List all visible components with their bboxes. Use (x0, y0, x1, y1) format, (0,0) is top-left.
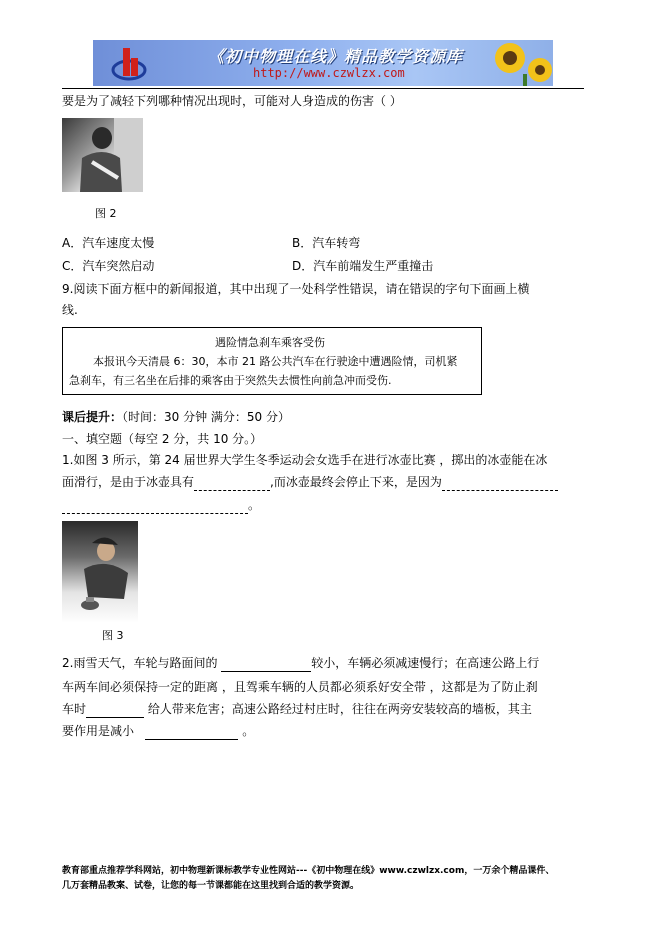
after-class-header (62, 409, 290, 425)
q2-blank-1 (221, 655, 311, 672)
section-title: 一、填空题（每空 2 分，共 10 分。） (62, 432, 263, 446)
option-c: C．汽车突然启动 (62, 259, 155, 273)
figure-3-caption: 图 3 (102, 629, 124, 642)
q2-line-1 (62, 655, 539, 672)
q1-line-2 (62, 474, 558, 491)
figure-2-photo (62, 118, 143, 192)
banner-url: http://www.czwlzx.com (253, 66, 405, 80)
header-rule (62, 88, 584, 89)
curling-player-icon (62, 521, 138, 623)
banner-title: 《初中物理在线》精品教学资源库 (208, 47, 464, 66)
q2-blank-3 (145, 723, 238, 740)
q2-line-2: 车两车间必须保持一定的距离 ，且驾乘车辆的人员都必须系好安全带 ，这都是为了防止刹 (62, 680, 538, 694)
q1-blank-2b (62, 497, 248, 514)
q2-line-4 (62, 723, 254, 740)
q2-blank-2 (86, 701, 144, 718)
figure-3-photo (62, 521, 138, 623)
sunflower-icon (488, 40, 553, 86)
q1-line-3 (62, 497, 260, 514)
news-box (62, 327, 482, 395)
option-a: A．汽车速度太慢 (62, 236, 155, 250)
q2-line-3 (62, 701, 532, 718)
footer-line-1: 教育部重点推荐学科网站，初中物理新课标教学专业性网站---《初中物理在线》www.czwlzx.com，一万余个精品课件、 (62, 866, 555, 876)
q1-blank-2a (442, 474, 558, 491)
q9-line-1: 9.阅读下面方框中的新闻报道，其中出现了一处科学性错误，请在错误的字句下面画上横 (62, 282, 530, 296)
option-d: D．汽车前端发生严重撞击 (292, 259, 434, 273)
q2-text-e: 要作用是减小 (62, 724, 135, 738)
q2-text-c: 车时 (62, 702, 87, 716)
q1-line-1: 1.如图 3 所示，第 24 届世界大学生冬季运动会女选手在进行冰壶比赛 ，掷出的冰壶能在冰 (62, 453, 548, 467)
after-class-meta: （时间：30 分钟 满分：50 分） (122, 410, 290, 424)
q1-text-a: 面滑行，是由于冰壶具有 (62, 475, 195, 489)
news-line-1: 本报讯今天清晨 6：30，本市 21 路公共汽车在行驶途中遭遇险情，司机紧 (93, 355, 458, 368)
q1-line-3-end: 。 (248, 498, 261, 512)
news-title: 遇险情急刹车乘客受伤 (215, 336, 325, 349)
car-seat-passenger-icon (62, 118, 143, 192)
q2-text-d: 给人带来危害；高速公路经过村庄时，往往在两旁安装较高的墙板，其主 (144, 702, 532, 716)
after-class-heading: 课后提升： (62, 410, 123, 424)
q1-text-b: ,而冰壶最终会停止下来，是因为 (270, 475, 442, 489)
q9-line-2: 线. (62, 303, 78, 317)
footer-line-2: 几万套精品教案、试卷，让您的每一节课都能在这里找到合适的教学资源。 (62, 881, 360, 891)
news-line-2: 急刹车，有三名坐在后排的乘客由于突然失去惯性向前急冲而受伤. (69, 374, 392, 387)
q2-text-f: 。 (242, 724, 255, 738)
q2-text-a: 2.雨雪天气，车轮与路面间的 (62, 656, 218, 670)
q2-text-b: 较小，车辆必须减速慢行；在高速公路上行 (311, 656, 540, 670)
figure-2-caption: 图 2 (95, 207, 117, 220)
option-b: B．汽车转弯 (292, 236, 361, 250)
q1-blank-1 (194, 474, 270, 491)
site-logo-icon (111, 44, 151, 82)
header-banner (93, 40, 553, 86)
intro-line: 要是为了减轻下列哪种情况出现时，可能对人身造成的伤害（ ） (62, 94, 402, 108)
